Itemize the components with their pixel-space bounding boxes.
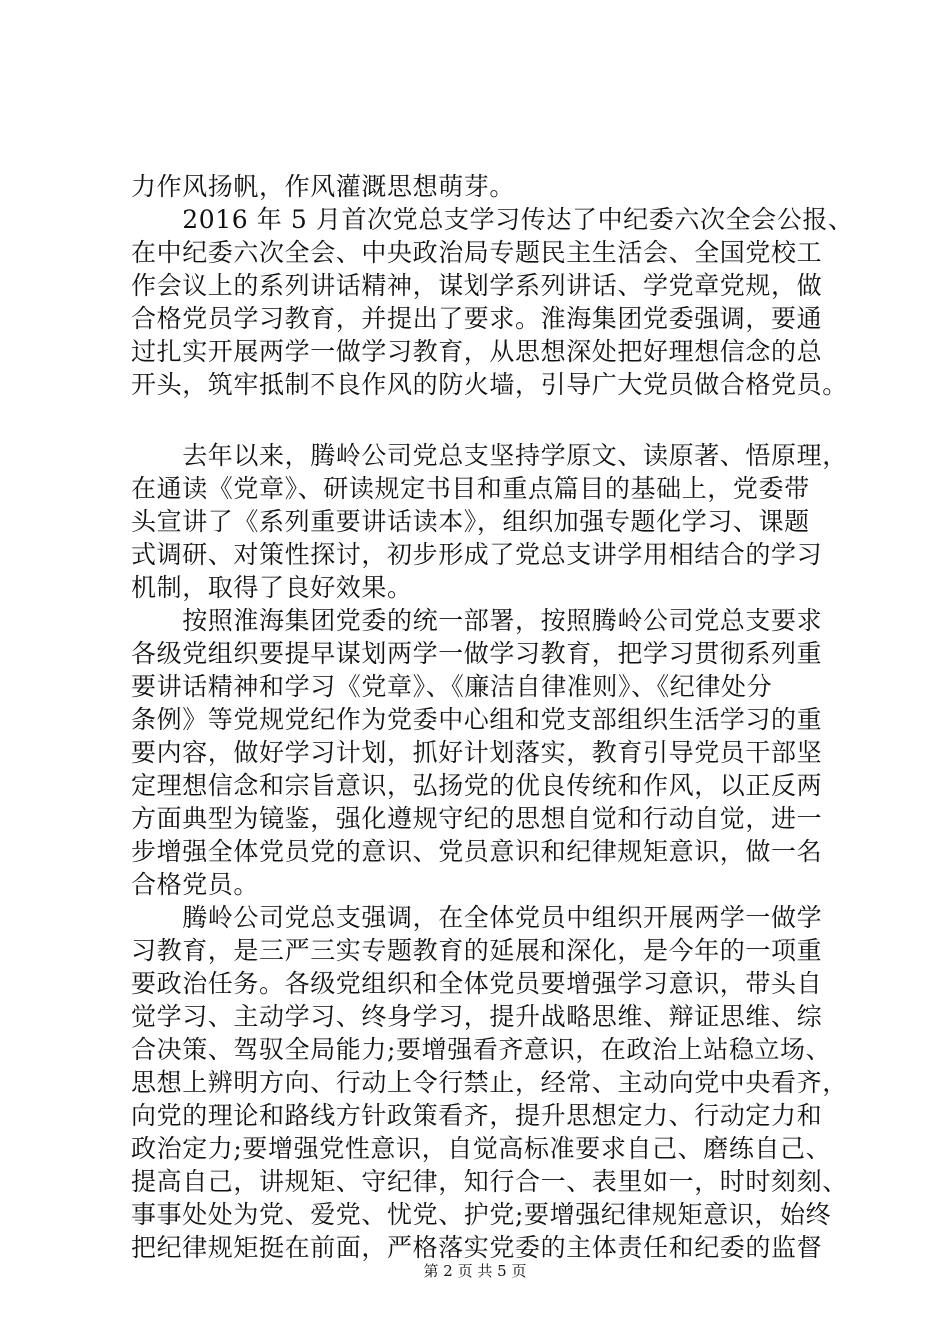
text-line: 2016 年 5 月首次党总支学习传达了中纪委六次全会公报、	[131, 205, 854, 234]
text-line: 机制，取得了良好效果。	[131, 573, 413, 602]
page-number-footer: 第 2 页 共 5 页	[423, 1262, 527, 1280]
text-line: 力作风扬帆，作风灌溉思想萌芽。	[131, 172, 516, 201]
text-line: 头宣讲了《系列重要讲话读本》，组织加强专题化学习、课题	[131, 507, 810, 536]
text-line: 事事处处为党、爱党、忧党、护党;要增强纪律规矩意识，始终	[131, 1200, 832, 1229]
text-line: 按照淮海集团党委的统一部署，按照腾岭公司党总支要求	[131, 606, 823, 635]
text-line: 过扎实开展两学一做学习教育，从思想深处把好理想信念的总	[131, 337, 823, 366]
paragraph	[131, 203, 854, 401]
text-line: 方面典型为镜鉴，强化遵规守纪的思想自觉和行动自觉，进一	[131, 804, 823, 833]
text-line: 腾岭公司党总支强调，在全体党员中组织开展两学一做学	[131, 903, 823, 932]
text-line: 政治定力;要增强党性意识，自觉高标准要求自己、磨练自己、	[131, 1134, 832, 1163]
paragraph-spacer	[131, 401, 831, 439]
document-body	[131, 170, 854, 1264]
text-line: 合格党员。	[131, 870, 260, 899]
text-line: 作会议上的系列讲话精神，谋划学系列讲话、学党章党规，做	[131, 271, 823, 300]
text-line: 思想上辨明方向、行动上令行禁止，经常、主动向党中央看齐，	[131, 1068, 848, 1097]
text-line: 各级党组织要提早谋划两学一做学习教育，把学习贯彻系列重	[131, 639, 823, 668]
text-line: 合格党员学习教育，并提出了要求。淮海集团党委强调，要通	[131, 304, 823, 333]
text-line: 提高自己，讲规矩、守纪律，知行合一、表里如一，时时刻刻、	[131, 1167, 848, 1196]
text-line: 开头，筑牢抵制不良作风的防火墙，引导广大党员做合格党员。	[131, 370, 848, 399]
text-line: 式调研、对策性探讨，初步形成了党总支讲学用相结合的学习	[131, 540, 823, 569]
text-line: 要讲话精神和学习《党章》、《廉洁自律准则》、《纪律处分	[131, 672, 773, 701]
text-line: 在中纪委六次全会、中央政治局专题民主生活会、全国党校工	[131, 238, 823, 267]
text-line: 步增强全体党员党的意识、党员意识和纪律规矩意识，做一名	[131, 837, 823, 866]
text-line: 条例》等党规党纪作为党委中心组和党支部组织生活学习的重	[131, 705, 823, 734]
text-line: 把纪律规矩挺在前面，严格落实党委的主体责任和纪委的监督	[131, 1233, 823, 1262]
paragraph	[131, 604, 831, 901]
text-line: 定理想信念和宗旨意识，弘扬党的优良传统和作风，以正反两	[131, 771, 823, 800]
text-line: 去年以来，腾岭公司党总支坚持学原文、读原著、悟原理，	[131, 441, 848, 470]
paragraph	[131, 901, 848, 1264]
text-line: 在通读《党章》、研读规定书目和重点篇目的基础上，党委带	[131, 474, 810, 503]
text-line: 合决策、驾驭全局能力;要增强看齐意识，在政治上站稳立场、	[131, 1035, 832, 1064]
paragraph	[131, 439, 848, 604]
text-line: 要政治任务。各级党组织和全体党员要增强学习意识，带头自	[131, 969, 823, 998]
text-line: 向党的理论和路线方针政策看齐，提升思想定力、行动定力和	[131, 1101, 823, 1130]
paragraph	[131, 170, 831, 203]
text-line: 习教育，是三严三实专题教育的延展和深化，是今年的一项重	[131, 936, 823, 965]
text-line: 要内容，做好学习计划，抓好计划落实，教育引导党员干部坚	[131, 738, 823, 767]
text-line: 觉学习、主动学习、终身学习，提升战略思维、辩证思维、综	[131, 1002, 823, 1031]
